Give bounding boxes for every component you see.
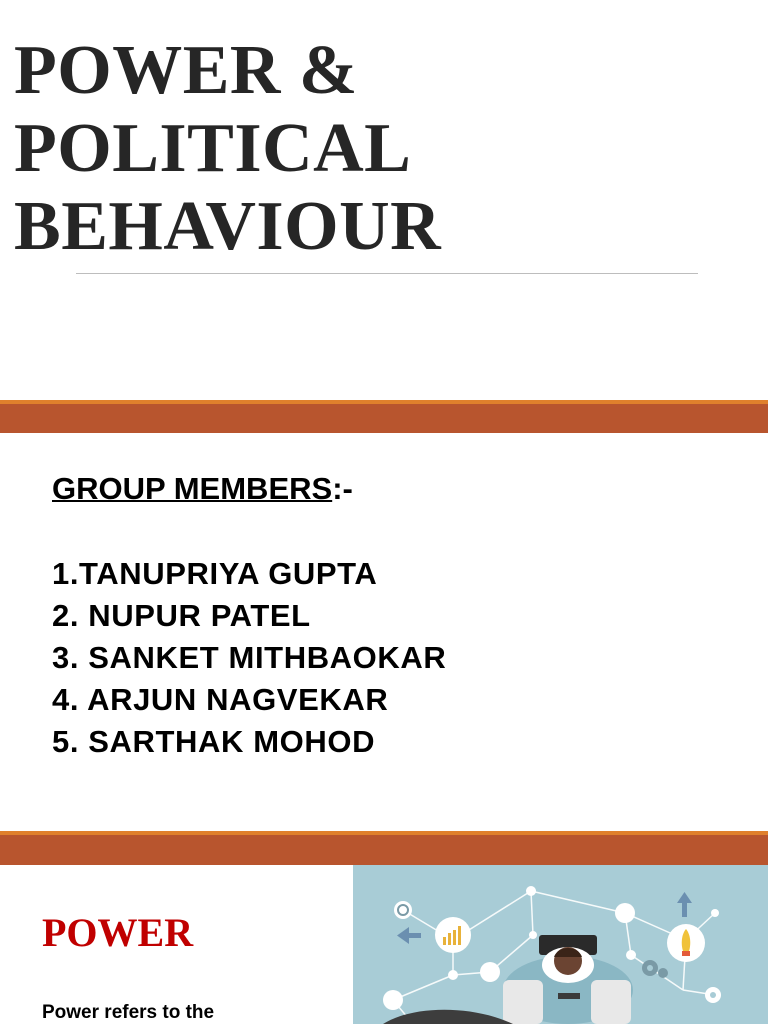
- title-line-3: BEHAVIOUR: [14, 188, 442, 265]
- network-illustration: [353, 865, 768, 1024]
- members-heading: [52, 471, 353, 507]
- person-at-desk: [383, 935, 633, 1024]
- members-heading-suffix: :-: [332, 471, 353, 506]
- title-line-1: POWER &: [14, 32, 358, 109]
- member-item: 4. ARJUN NAGVEKAR: [52, 682, 389, 717]
- power-slide: [0, 865, 768, 1024]
- members-heading-label: GROUP MEMBERS: [52, 471, 333, 506]
- power-body-text: Power refers to the: [42, 1002, 215, 1023]
- member-item: 1.TANUPRIYA GUPTA: [52, 556, 378, 591]
- title-slide: [0, 0, 768, 400]
- slide-separator: [0, 831, 768, 865]
- slide-separator: [0, 400, 768, 433]
- rocket-icon: [667, 924, 705, 962]
- members-slide: [0, 433, 768, 831]
- title-line-2: POLITICAL: [14, 110, 412, 187]
- member-item: 2. NUPUR PATEL: [52, 598, 311, 633]
- title-divider: [76, 273, 698, 274]
- arrow-up-icon: [677, 892, 692, 917]
- gear-icon: [642, 960, 721, 1003]
- member-item: 5. SARTHAK MOHOD: [52, 724, 376, 759]
- bar-chart-icon: [435, 917, 471, 953]
- gear-icon: [394, 901, 412, 919]
- member-item: 3. SANKET MITHBAOKAR: [52, 640, 447, 675]
- power-heading: POWER: [42, 910, 194, 955]
- members-list: [52, 553, 446, 763]
- slide-title: [14, 32, 441, 266]
- arrow-left-icon: [397, 927, 421, 944]
